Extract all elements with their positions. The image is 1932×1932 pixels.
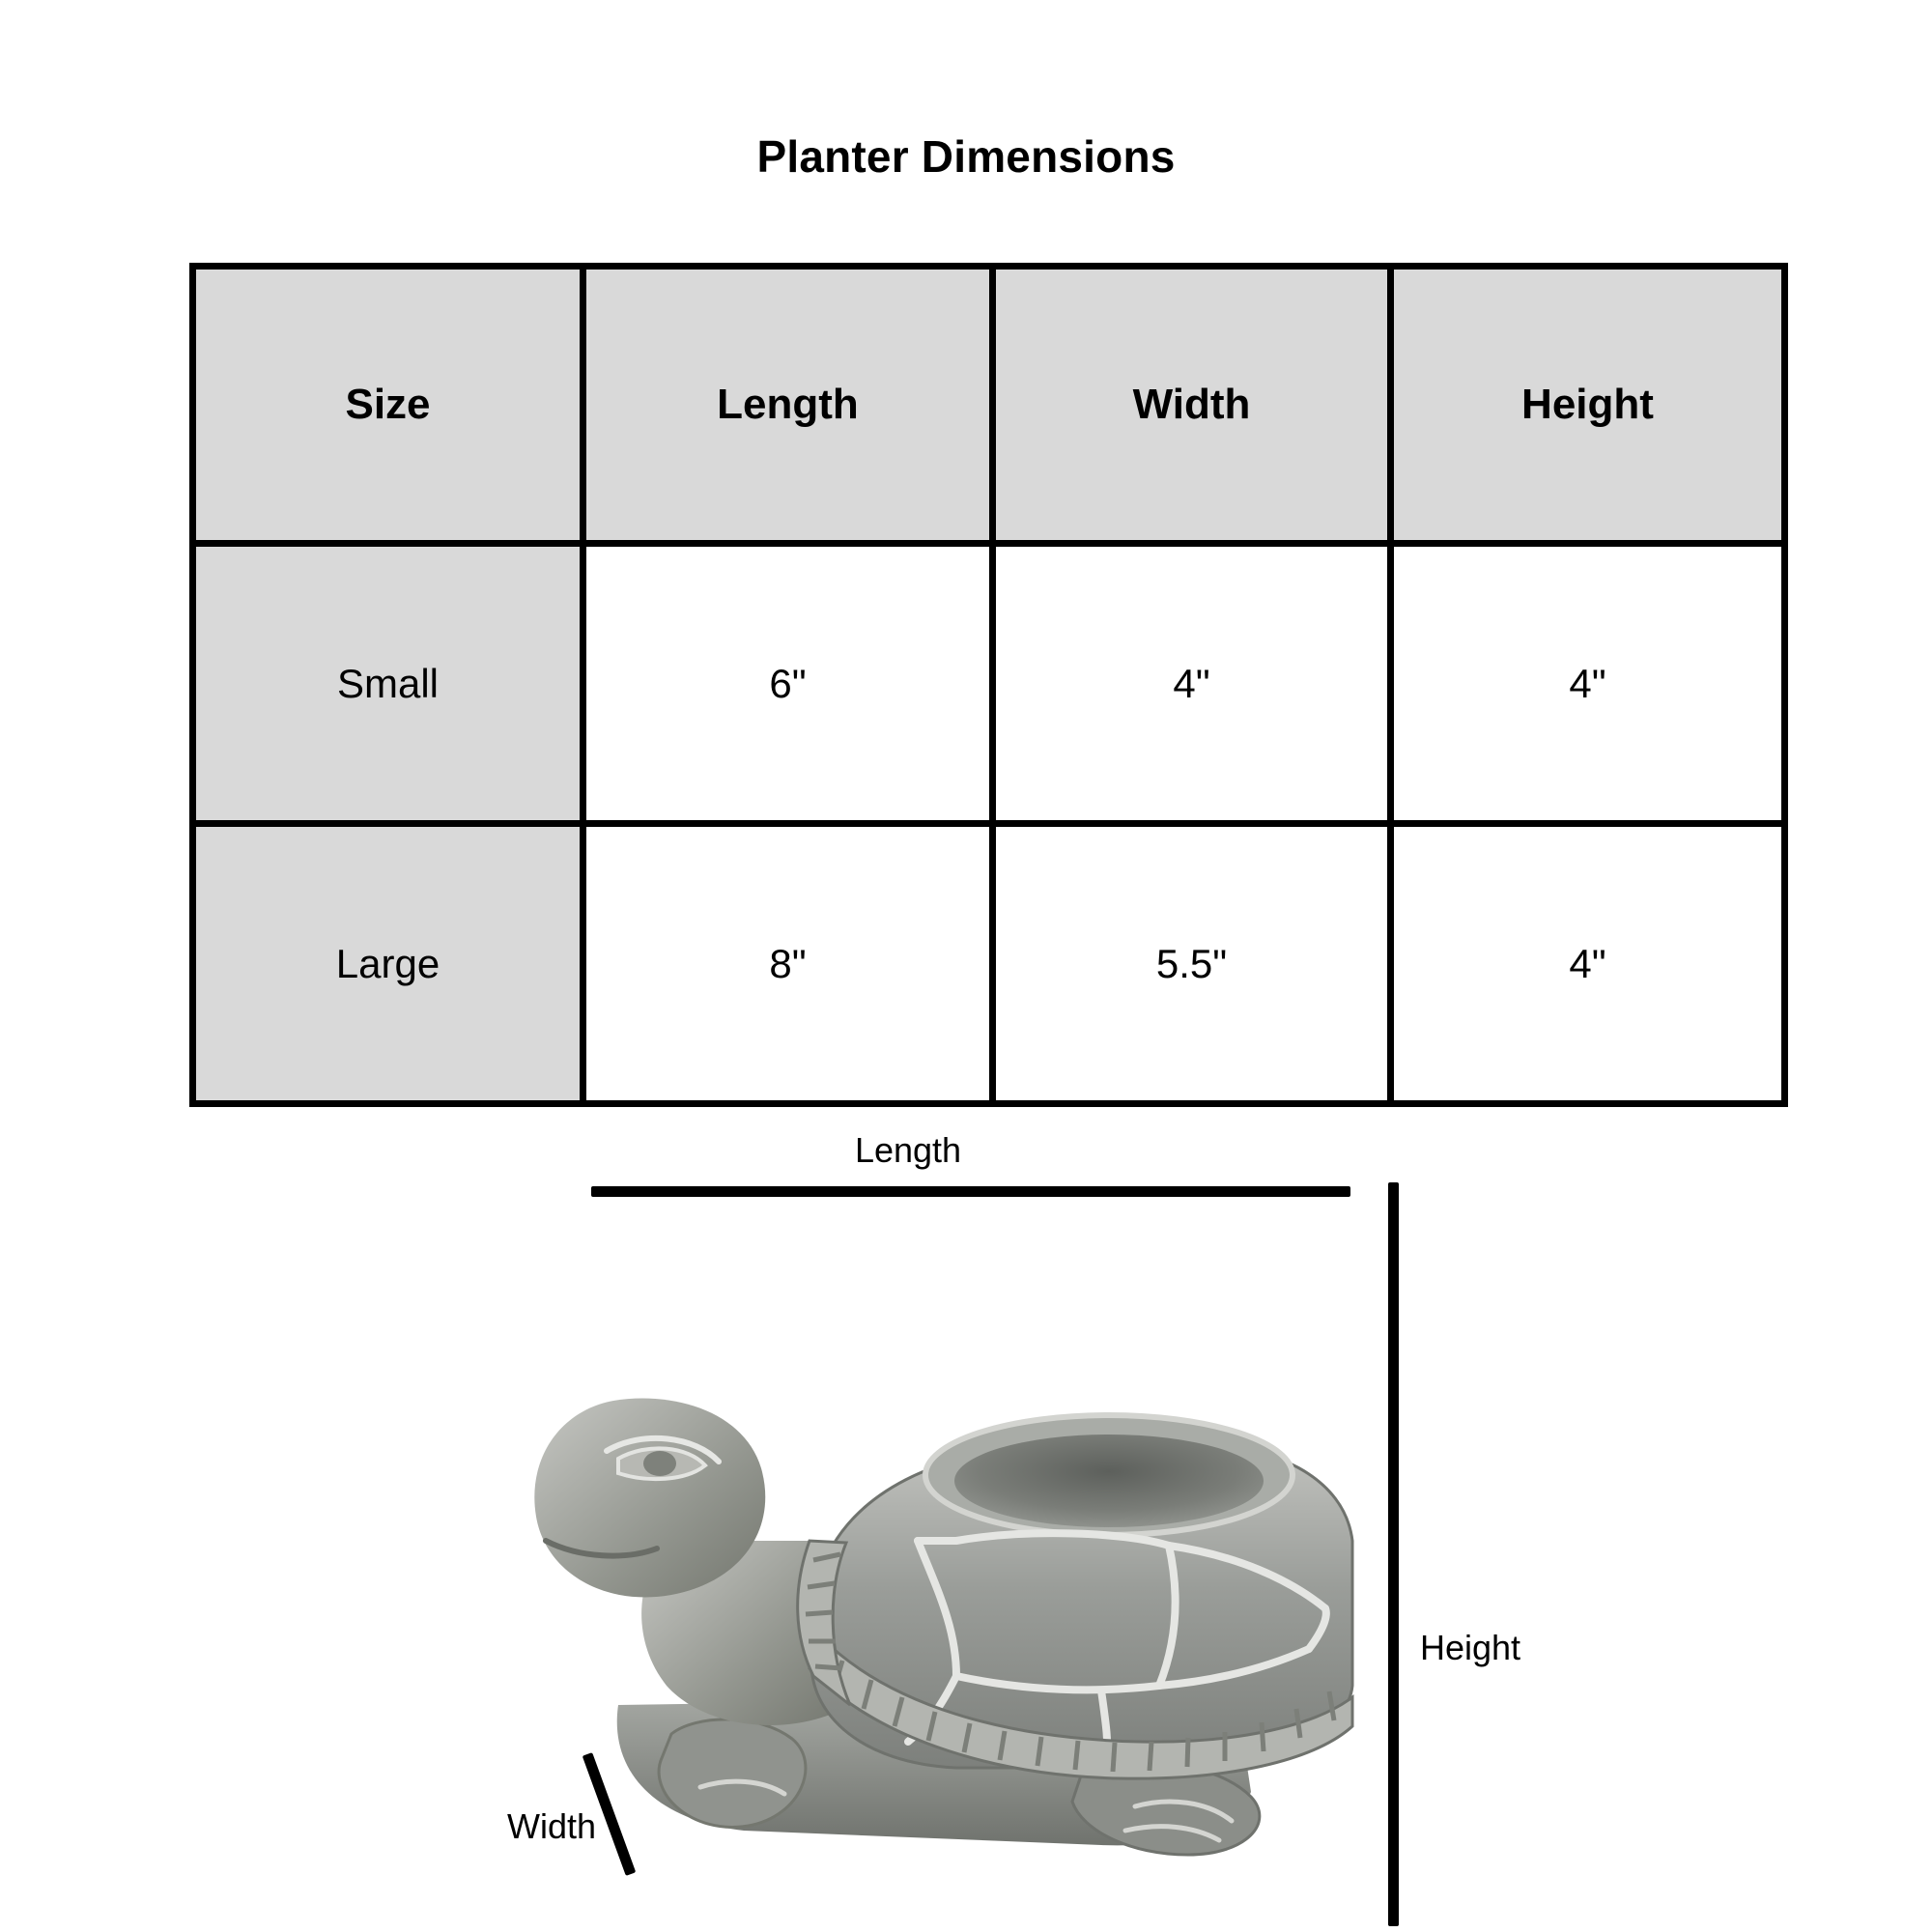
- column-header-height: Height: [1391, 267, 1785, 544]
- length-measure-line: [591, 1186, 1350, 1197]
- page-title: Planter Dimensions: [756, 131, 1176, 182]
- measurement-diagram: [0, 1101, 1932, 1932]
- dimensions-table-container: [189, 263, 1781, 1107]
- table-row: [193, 824, 1785, 1104]
- height-dimension-label: Height: [1420, 1628, 1521, 1667]
- column-header-size: Size: [193, 267, 583, 544]
- width-dimension-label: Width: [507, 1806, 597, 1846]
- column-header-width: Width: [993, 267, 1391, 544]
- row-header-small: Small: [193, 544, 583, 824]
- cell-small-width: 4": [993, 544, 1391, 824]
- length-dimension-label: Length: [854, 1130, 962, 1170]
- height-measure-line: [1388, 1182, 1399, 1926]
- cell-small-length: 6": [583, 544, 993, 824]
- table-header-row: [193, 267, 1785, 544]
- dimensions-table: [189, 263, 1788, 1107]
- row-header-large: Large: [193, 824, 583, 1104]
- turtle-planter-icon: [502, 1251, 1372, 1898]
- cell-large-length: 8": [583, 824, 993, 1104]
- cell-small-height: 4": [1391, 544, 1785, 824]
- table-row: [193, 544, 1785, 824]
- column-header-length: Length: [583, 267, 993, 544]
- cell-large-width: 5.5": [993, 824, 1391, 1104]
- cell-large-height: 4": [1391, 824, 1785, 1104]
